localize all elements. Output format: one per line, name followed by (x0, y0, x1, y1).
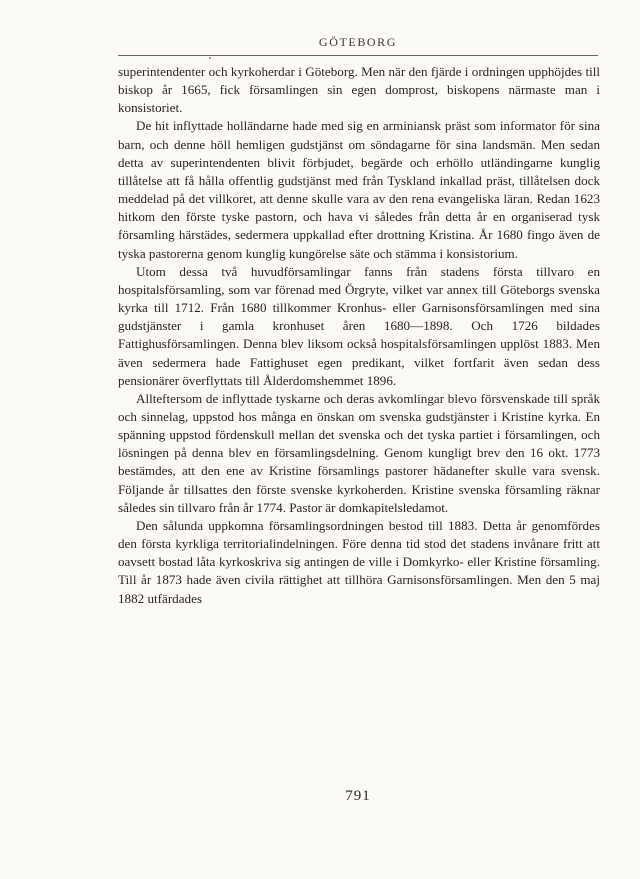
page-number: 791 (345, 788, 371, 804)
body-text (118, 63, 600, 608)
header-rule (118, 55, 598, 56)
paragraph-4: Allteftersom de inflyttade tyskarne och deras avkomlingar blevo försvenskade till språk och sinnelag, uppstod hos många en önskan om svenska gudstjänster i Kristine kyrka. En spänning uppstod fördenskull mellan det svenska och det tyska partiet i församlingen, och lösningen på denna blev en församlingsdelning. Genom kungligt brev den 16 okt. 1773 bestämdes, att den ene av Kristine församlings pastorer hädanefter skulle vara svensk. Följande år tillsattes den förste svenske kyrkoherden. Kristine svenska församling räknar således sin tillvaro från år 1774. Pastor är domkapitelsledamot. (118, 390, 600, 515)
paragraph-3: Utom dessa två huvudförsamlingar fanns från stadens första tillvaro en hospitalsförsamling, som var förenad med Örgryte, vilket var annex till Göteborgs svenska kyrka till 1712. Från 1680 tillkommer Kronhus- eller Garnisonsförsamlingen med sina gudstjänster i gamla kronhuset åren 1680—1898. Och 1726 bildades Fattighusförsamlingen. Denna blev liksom också hospitalsförsamlingen upplöst 1883. Men även sedermera hade Fattighuset egen predikant, vilket fortfarit även sedan dess pensionärer överflyttats till Ålderdomshemmet 1896. (118, 263, 600, 388)
rule-speck (209, 57, 211, 59)
paragraph-1: superintendenter och kyrkoherdar i Göteborg. Men när den fjärde i ordningen upphöjdes till biskop år 1665, fick församlingen sin egen domprost, biskopens närmaste man i konsistoriet. (118, 64, 600, 116)
running-head: GÖTEBORG (318, 35, 398, 49)
paragraph-2: De hit inflyttade holländarne hade med sig en arminiansk präst som informator för sina barn, och denne höll hemligen gudstjänst om söndagarne för sina landsmän. Men sedan detta av superintendenten blivit förbjudet, begärde och erhöllo utländingarne kunglig tillåtelse att få hålla offentlig gudstjänst med från Tyskland inkallad präst, tillåtelsen dock meddelad på det villkoret, att denne skulle vara av den rena evangeliska läran. Redan 1623 hitkom den förste tyske pastorn, och hava vi således från detta år en organiserad tysk församling härstädes, sedermera uppkallad efter drottning Kristina. År 1680 fingo även de tyska pastorerna genom kunglig kungörelse säte och stämma i konsistorium. (118, 118, 600, 261)
paragraph-5: Den sålunda uppkomna församlingsordningen bestod till 1883. Detta år genomfördes den första kyrkliga territorialindelningen. Före denna tid stod det stadens invånare fritt att oavsett bostad låta kyrkoskriva sig antingen de ville i Domkyrko- eller Kristine församling. Till år 1873 hade även civila rättighet att tillhöra Garnisonsförsamlingen. Men den 5 maj 1882 utfärdades (118, 517, 600, 606)
